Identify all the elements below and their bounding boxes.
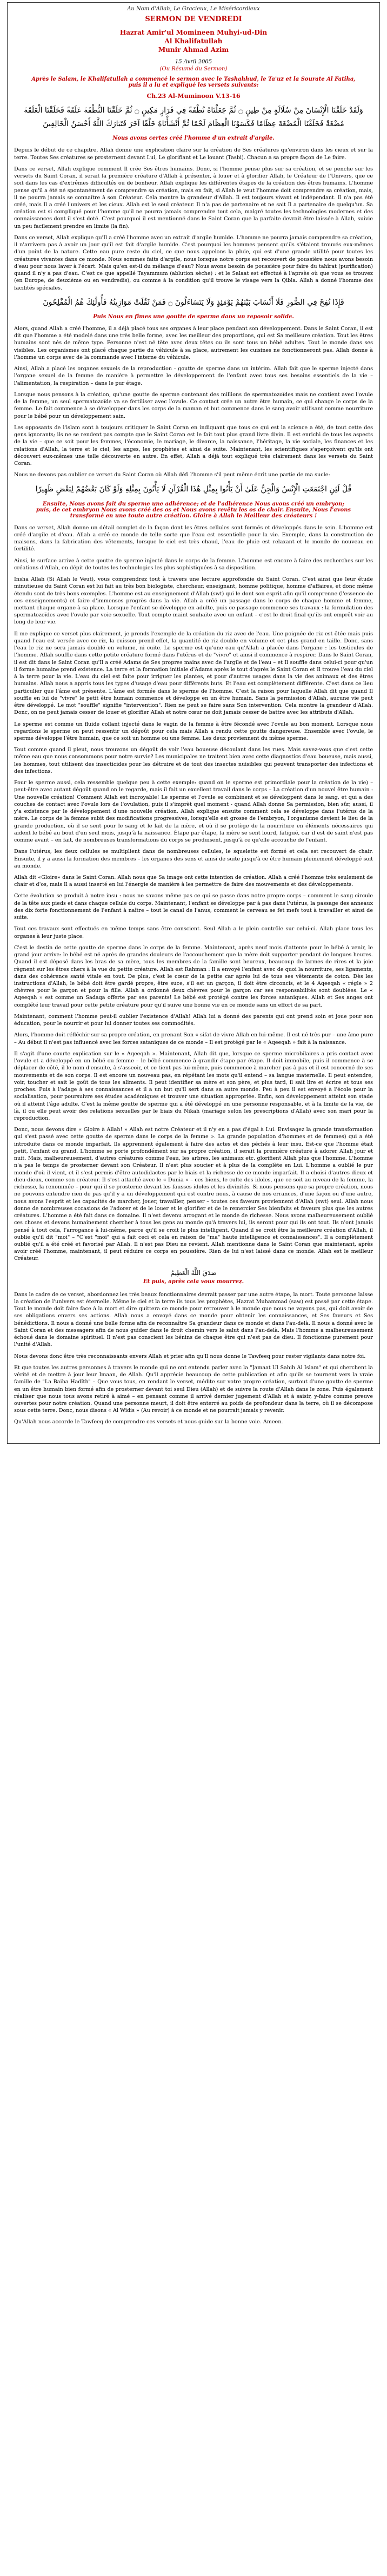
sermon-subtitle: (Ou Résumé du Sermon): [159, 66, 228, 72]
paragraph: Insha Allah (Si Allah le Veut), vous comprendrez tout à travers une lecture approfondie du Saint Coran. C'est ainsi que leur étude minutieuse du Saint Coran est lui fait au très bon biologiste, chercheur, enseignant, homme politique, homme d'affaires, et donc même étendu sont de très bons exemples. L'homme est au enseignement d'Allah (swt) qui le dont son esprit afin qu'il comprenne (l'essence de ces enseignements) et faire d'immenses progrès dans la vie. Allah a créé un passage dans le corps de chaque homme et femme, mettant chaque organe à sa place. Lorsque l'enfant se développe en adulte, puis ce passage commence ses travaux : la formulation des spermatozoïdes avec l'ovule par voie sexuelle. Tout compte maint souhaite avec un enfant – c'est le droit final qu'ils ont emprêt voir au long de leur vie.: [14, 576, 373, 626]
paragraph: C'est le destin de cette goutte de sperme dans le corps de la femme. Maintenant, après neuf mois d'attente pour le bébé à venir, le grand jour arrive: le bébé est né après de grandes douleurs de l'accouchement que la mère doit supporter pendant de longues heures. Quand il est déposé dans les bras de sa mère, tous les membres de la famille sont heureux, beaucoup de larmes de rires et la joie règnent sur les êtres chers à la vue du petite créature. Allah est Rahman : Il a envoyé l'enfant avec de quoi la nourriture, ses ligaments, dans des cohérence santé vitale en tout. De plus, c'est le cœur de la petite car après lui de tous ses vêtements de coton. Dès les instructions d'Allah, le bébé doit être gardé propre, être suce, s'il est un garçon, il doit être circoncis, et le 4 Aqeeqah « régle » 2 chèvres pour le garçon et pour la fille. Allah a ordonné deux chèvres pour le garçon car ses responsabilités sont doublées. Le « Aqeeqah » est comme un Sadaqa offerte par ses parents! Le bébé est protégé contre les forces sataniques. Allah et Ses anges ont complété leur travail pour cette petite créature pour qu'il suive une bonne vie en ce monde sans un effort de sa part.: [14, 944, 373, 1008]
speaker-line-3: Munir Ahmad Azim: [158, 46, 229, 54]
paragraph: Dans l'utérus, les deux cellules se multiplient dans de nombreuses cellules, le squelette est formé et cela est recouvert de chair. Ensuite, il y a aussi la formation des membres – les organes des sens et ainsi de suite jusqu'à ce être humain pleinement développé soit au monde.: [14, 849, 373, 869]
paragraph: Depuis le début de ce chapitre, Allah donne une explication claire sur la création de Ses créatures qu'environ dans les cieux et sur la terre. Toutes Ses créatures se prosternent devant Lui, Le glorifiant et Le louant (Tasbi). Chacun a sa propre façon de Le faire.: [14, 147, 373, 161]
sermon-title: SERMON DE VENDREDI: [145, 15, 242, 23]
bismillah-header: Au Nom d'Allah, Le Gracieux, Le Miséricordieux: [127, 6, 260, 12]
sermon-intro: Après le Salam, le Khalifatullah a commencé le sermon avec le Tashahhud, le Ta'uz et la Sourate Al Fatiha, puis il a lu et expliqué les versets suivants:: [31, 76, 356, 88]
paragraph: Pour le sperme aussi, cela ressemble quelque peu à cette exemple: quand on le sperme est primordiale pour la création de la vie) – peut-être avec autant dégoût quand on le regarde, mais il fait un excellent travail dans le corps – La création d'un nouvel être humain : Une nouvelle création! Comment Allah est incroyable! Le sperme et l'ovule se combinent et se développent dans le sang, et qui a des couches de contact avec l'ovule lors de l'ovulation, puis il s'imprèt quel moment - quand Allah donne Sa permission, bien sûr, aussi, il y'a existence par le développement d'une nouvelle création. Allah explique ensuite comment cela se développe dans l'utérus de la mère. Le corps de la femme subit des modifications progressives, lorsqu'elle est grosse de l'embryon, l'organisme devient le lieu de la grande production, où il se sent pour le sang et le lait de la mère, et où il se protège de la nourriture en éléments nécessaires qui aident le bébé au bout d'un seul mois, jusqu'à la naissance. Étape par étape, la mère se sent lourd, fatigué, car il est de saint n'est pas comme avant – en fait, de nombreuses transformations du corps se produisent, jusqu'à ce qu'elle accouche de l'enfant.: [14, 780, 373, 844]
verse-translation-2: Puis Nous en fîmes une goutte de sperme dans un reposoir solide.: [93, 314, 294, 320]
arabic-verse-2: فَإِذَا نُفِخَ فِي الصُّورِ فَلَا أَنْسَابَ بَيْنَهُمْ يَوْمَئِذٍ وَلَا يَتَسَاءَلُونَ ۝ فَمَنْ ثَقُلَتْ مَوَازِينُهُ فَأُولَٰئِكَ هُمُ الْمُفْلِحُونَ: [43, 298, 344, 307]
paragraph: Allah dit «Gloire» dans le Saint Coran. Allah nous que Sa image ont cette intention de création. Allah a créé l'homme très seulement de chair et d'os, mais Il a aussi inserté en lui l'énergie de manière à les permettre de faire des mouvements et des développements.: [14, 874, 373, 888]
paragraph: Cette évolution se produit à notre insu : nous ne savons même pas ce qui se passe dans notre propre corps – comment le sang circule de la tête aux pieds et dans chaque cellule du corps. Maintenant, l'enfant se développe par à pas dans l'utérus, la passage des anneaux des dix forte fonctionnement de l'enfant à naître – tout le canal de l'anus, comment le cerveau se fet mefs tout à travailler et ainsi de suite.: [14, 893, 373, 921]
sermon-page: [7, 2, 380, 1444]
paragraph: Dans ce verset, Allah donne un détail complet de la façon dont les êtres cellules sont formés et développés dans le sein. L'homme est créé d'argile et d'eau. Allah a créé ce monde de telle sorte que l'eau est essentielle pour la vie. Exemple, dans la construction de maisons, dans la fabrication des vêtements, lorsque le ciel est très chaud, l'eau de pluie est relaxant et le monde de nouveau en fertilité.: [14, 524, 373, 553]
speaker-line-2: Al Khalifatullah: [164, 37, 223, 45]
paragraph: Maintenant, comment l'homme peut-il oublier l'existence d'Allah! Allah lui a donné des parents qui ont prend soin et joue pour son éducation, pour le nourrir et pour lui donner toutes ses commodités.: [14, 1013, 373, 1027]
closing-translation: Et puis, après cela vous mourrez.: [143, 1278, 244, 1285]
verse-translation-1: Nous avons certes créé l'homme d'un extrait d'argile.: [112, 135, 275, 142]
paragraph: Qu'Allah nous accorde le Tawfeeq de comprendre ces versets et nous guide sur la bonne voie. Ameen.: [14, 1419, 283, 1425]
paragraph: Tout ces travaux sont effectués en même temps sans être conscient. Seul Allah a le plein contrôle sur celui-ci. Allah place tous les organes à leur juste place.: [14, 926, 373, 939]
paragraph: Dans ce verset, Allah explique qu'Il a créé l'homme avec un extrait d'argile humide. L'homme ne pourra jamais comprendre sa création, il n'arrivera pas à avoir un jour qu'il est fait d'argile humide. C'est pourquoi les hommes pensent qu'ils s'étaient trouvés eux-mêmes d'un point de la nature. Cette eau pure reste du ciel, ce que nous appelons la pluie, qui est d'une grande utilité pour toutes les créatures vivantes dans ce monde. Nous sommes faits d'argile, nous lorsque notre corps est recouvert de poussière nous avons besoin d'eau pour nous laver à l'écart. Mais qu'en est-il du mélange d'eau? Nous avons besoin de poussière pour faire du tahîrat (purification) quand il n'y a pas d'eau. C'est ce que appellé Tayammum (ablution sèche) : et le Salaat est effectué à l'aprsès où que vous se trouvez (en Europe, de deuxième ou en vendredis), ou comme à la condition qu'il trouve le visage vers la Qibla. Allah a donné l'homme des facilités spéciales.: [14, 234, 373, 291]
paragraph: Dans le cadre de ce verset, abordonnez les très beaux fonctionnaires devrait passer par une autre étape, la mort. Toute personne laisse la création de l'univers est éternelle. Même le ciel et la terre ils tous les prophètes, Hazrat Muhammad (saw) est passé par cette étape. Tout le monde doit faire face à la mort et dire quittera ce monde pour retrouver à le monde que nous ne voyons pas, qui doit avoir de ses obligations envers ses actions. Allah nous a envoyé dans ce monde pour obtenir les connaissances, et Ses faveurs et Ses bénédictions. Il nous a donné une belle forme afin de reconnaître Sa grandeur dans ce monde et dans l'au-delà. Il nous a donné avec le Saint Coran et des messagers afin de nous guider dans le droit chemin vers le salut dans l'au-delà. Mais l'homme a malheureusement échoué dans le domaine spirituel. Il n'est pas conscient les bénins de chaque être qui n'est pas de dieu. Il fonctionne purement pour l'unité d'Allah.: [14, 1291, 373, 1348]
paragraph: Alors, quand Allah a créé l'homme, il a déjà placé tous ses organes à leur place pendant son développement. Dans le Saint Coran, il est dit que l'homme a été modelé dans une très belle forme, avec les meilleur des proportions, qui est Sa meilleure création. Tout les êtres humains sont nés de même type. Personne n'est né tête avec deux têtes ou ils sont tous un bébé adultes. Tout le monde dans ses visibles. Les organismes ont placé chaque partie du véhicule à sa place, autrement les cuisines ne fonctionneront pas. Allah donne à l'homme un corps avec de la commande avec l'interne du véhicule.: [14, 326, 373, 360]
paragraph: Ainsi, Allah a placé les organes sexuels de la reproduction - goutte de sperme dans un intérim. Allah fait que le sperme injecté dans l'organe sexuel de la femme de manière à permettre le développement de l'enfant avec tous ses besoins essentiels de la vie – l'alimentation, la respiration – dans le pur étage.: [14, 366, 373, 386]
paragraph: Dans ce verset, Allah explique comment Il crée Ses êtres humains. Donc, si l'homme pense plus sur sa création, et se penche sur les versets du Saint Coran, il serait la première créature d'Allah à présenter, à louer et à glorifier Allah, le Créateur de l'Univers, que ce soit dans les cas d'extrêmes difficultés ou de bonheur. Allah explique les différentes étapes de la création des êtres humains. L'homme pense qu'il a été né spontanément de comprendre sa création, mais en fait, si Allah le veut l'homme doit comprendre sa création, mais, il ne pourra jamais se connaître à son Créateur. Cela montre la grandeur d'Allah. Il est toujours vivant et indépendant. Il n'a pas été créé, mais Il a créé l'univers et les cieux. Allah est le seul créateur. Il n'a pas de partenaire et ne sait Il a partenaire de quelqu'un. Sa création est si compliqué pour l'homme qu'il ne pourra jamais comprendre tout cela, malgré toutes les technologies modernes et des connaissances dont il s'est doté. C'est pourquoi il est mentionné dans le Saint Coran que la parfaite devrait être laissée à Allah, suivie un peu facilement prendre en limite (la fin).: [14, 166, 373, 229]
paragraph: Lorsque nous pensons à la création, qu'une goutte de sperme contenant des millions de spermatozoïdes mais ne contient avec l'ovule de la femme, un seul spermatozoïde va se fertiliser avec l'ovule. Ce contact crée un autre être humain, ce qui change le corps de la femme. Le fait commence à se développer dans les corps de la maman et but commence dans le sang avoir utilisant comme nourriture pour le bébé pour un développement sain.: [14, 391, 373, 419]
sermon-date: 15 Avril 2005: [175, 59, 212, 65]
verse-translation-3: Ensuite, Nous avons fait du sperme une adhérence; et de l'adhérence Nous avons créé un embryon; puis, de cet embryon Nous avons créé des os et Nous avons revêtu les os de chair. Ensuite, Nous l'avons transformé en une toute autre création. Gloire à Allah le Meilleur des créateurs !: [36, 501, 351, 519]
paragraph: Et que toutes les autres personnes à travers le monde qui ne ont entendu parler avec la "Jamaat Ul Sahih Al Islam" et qui cherchent la vérité et de mettre à jour leur Imaan, de Allah. Qu'il apprécie beaucoup de cette publication et afin qu'ils se tournent vers la vraie famille de "La Baiha Hadîth" – Que vous tous, en rendant le verset, médite sur votre propre création, surtout d'une goutte de sperme en un être humain bien formé afin de prosterner devant toi seul Dieu (Allah) et de suivre la route d'Allah dans le zone. Puis également réaliser que nous tous avons retiré à aimé – en pensant comme il arrivé dernier jugement d'Allah et à saisir, y-faire comme preuve ouvertes pour notre création. Quand une personne meurt, il doit être enterré au poids de profondeur dans la terre, où il se décompose sous cette terre. Donc, nous disons « Al Widis » (Au revoir) à ce monde et ne pourrait jamais y revenir.: [14, 1364, 373, 1414]
verse-reference: Ch.23 Al-Muminoon V.13-16: [146, 93, 241, 100]
arabic-verse-3: قُلْ لَئِنِ اجْتَمَعَتِ الْإِنْسُ وَالْجِنُّ عَلَىٰ أَنْ يَأْتُوا بِمِثْلِ هَٰذَا الْقُرْآنِ لَا يَأْتُونَ بِمِثْلِهِ وَلَوْ كَانَ بَعْضُهُمْ لِبَعْضٍ ظَهِيرًا: [35, 485, 352, 494]
paragraph: Ainsi, le surface arrive à cette goutte de sperme injecté dans le corps de la femme. L'homme est encore à faire des recherches sur les créations d'Allah, en dépit de toutes les technologies les plus sophistiquées à sa disposition.: [14, 557, 373, 571]
paragraph: Tout comme quand il pleut, nous trouvons un dégoût de voir l'eau boueuse découlant dans les rues. Mais savez-vous que c'est cette même eau que nous consommons pour notre survie? Les municipales ne traitent bien avec cette diagnostics d'eau boueuse, mais aussi, les hommes, tout utilisent des insecticides pour les détruire et de tout des insectes nuisibles qui peuvent transporter des infections et des infections.: [14, 747, 373, 774]
paragraph: Il me explique ce verset plus clairement, je prends l'exemple de la création du riz avec de l'eau. Une poignée de riz est ôtée mais puis quand l'eau est versée avec ce riz, la cuisson prend effet, la quantité de riz double en volume et cet plus grand en taille. Donc, sans l'eau le riz ne sera jamais doublé en volume, ni cuite. Le sperme est qu'une eau qu'Allah a placée dans l'organe : les testicules de l'homme. Allah souffle dans cette petite créature formé dans l'utérus et de "vivre" et ainsi il commence à respirer. Dans le Saint Coran, il est dit dans le Saint Coran qu'Il a créé Adams de Ses propres mains avec de l'argile et de l'eau – et Il souffle dans celui-ci pour qu'un il forme humaine prend existence. La terre et la formation initiale d'Adams après le tout d'après le Saint Coran et Il trouve l'eau du ciel à la terre pour la vie. L'eau du ciel est faite pour irriguer les plantes, et pour d'autres usages dans la vie des animaux et des êtres humains. Allah nous a appris tous les types d'usage d'eau pour différents buts. Et l'eau est complètement différente. C'est dans ce lieu particulier que l'âme est présente. L'âme est formée dans le sperme de l'homme. C'est la raison pour laquelle Allah dit que quand Il souffle en lui de "vivre" le petit être humain commence et développe en un être humain. Sans la permission d'Allah, aucune vie peut être développé. Le mot "souffle" signifie "intervention". Rien ne peut se faire sans Son intervention. Cela montre la grandeur d'Allah. Donc, on ne peut jamais cesser de louer et glorifier Allah et notre cœur ne doit jamais cesser de battre avec les attributs d'Allah.: [14, 630, 373, 716]
arabic-closing: صَدَقَ اللَّهُ الْعَظِيمُ: [170, 1269, 217, 1277]
paragraph: Il s'agit d'une courte explication sur le « Aqeeqah ». Maintenant, Allah dit que, lorsque ce sperme microbilaires a pris contact avec l'ovule et a développé en un bébé ou femme – le bébé commence à grandir étape par étape. Il doit immobile, puis il commence à se déplacer de côté, il le nom d'ensuite, à s'asseoir, et ce tient pas lui-même, puis commence à marcher pas à pas et il est concerné de ses mouvements et de son corps. Il est encore un nouveau pas, en répétant les mots qu'il entend – sa langue maternelle. Il peut entendre, voir, toucher et sait le goût de tous les aliments. Il peut identifier sa mère et son père, et plus tard, il sait lire et écrire et tous ses proches. Puis à l'adage à ses connaissances et il a un but qu'il sert dans sa autre monde. Peu à peu il est envoyé à l'école pour la socialisation, pour poursuivre ses études académiques et trouver une situation appropriée. Enfin, son développement atteint son stade où il atteint l'âge adulte. C'est la même goutte de sperme qui a été développé en une personne responsable, et à la limite de la vie, de là, il ou elle peut avoir des relations sexuelles par le biais du Nikah (mariage selon les prescriptions d'Allah) avec son mari pour la reproduction.: [14, 1050, 373, 1121]
paragraph: Le sperme est comme un fluide collant injecté dans le vagin de la femme à être fécondé avec l'ovule au bon moment. Lorsque nous regardons le sperme on peut ressentir un dégoût pour cela mais Allah a rendu cette goutte dangereuse. Ensemble avec l'ovule, le sperme développe l'être humain, que ce soit un homme ou une femme. Les deux proviennent du même sperme.: [14, 721, 373, 741]
paragraph: Alors, l'homme doit réfléchir sur sa propre création, en prenant Son « sifat de vivre Allah en lui-même. Il est né très pur – une âme pure – Au début il n'est pas influencé avec les forces sataniques de ce monde – Il est protégé par le « Aqeeqah » fait à la naissance.: [14, 1032, 373, 1046]
arabic-verse-1: وَلَقَدْ خَلَقْنَا الْإِنْسَانَ مِنْ سُلَالَةٍ مِنْ طِينٍ ۝ ثُمَّ جَعَلْنَاهُ نُطْفَةً فِي قَرَارٍ مَكِينٍ ۝ ثُمَّ خَلَقْنَا النُّطْفَةَ عَلَقَةً فَخَلَقْنَا الْعَلَقَةَ مُضْغَةً فَخَلَقْنَا الْمُضْغَةَ عِظَامًا فَكَسَوْنَا الْعِظَامَ لَحْمًا ثُمَّ أَنْشَأْنَاهُ خَلْقًا آخَرَ فَتَبَارَكَ اللَّهُ أَحْسَنُ الْخَالِقِينَ: [24, 106, 363, 129]
paragraph: Les opposants de l'islam sont à toujours critiquer le Saint Coran en indiquant que tous ce qui est la science a été, de tout cette des gens ignorants; ils ne se rendent pas compte que le Saint Coran est le fait tout plus grand livre divin. Il est enrichi de tous les aspects de la vie – que ce soit pour les femmes, l'économie, le mariage, le divorce, la naissance, l'héritage, la vie sociale, les finances et les relations d'Allah, la terre et le ciel, les anges, les prophètes et ainsi de suite. Maintenant, les scientifiques s'aperçoivent qu'ils ont découvert eux-mêmes une telle découverte en autre. En effet, Allah a déjà tout expliqué très clairement dans les versets du Saint Coran.: [14, 424, 373, 466]
speaker-line-1: Hazrat Amir'ul Momineen Muhyi-ud-Din: [119, 29, 268, 36]
paragraph: Donc, nous devons dire « Gloire à Allah! » Allah est notre Créateur et il n'y en a pas d'égal à Lui. Envisagez la grande transformation qui s'est passé avec cette goutte de sperme dans le corps de la femme ». La grande population d'hommes et de femmes) qui a été introduite dans ce monde imparfait. Ils apprennent également à faire des actes et des péchés à leur insu. Est-ce que l'homme était petit, l'enfant ou grand. L'homme se porte profondément sur sa propre création, il serait la première créature à adorer Allah jour et nuit. Mais, malheureusement, d'autres créatures comme l'eau, les arbres, les animaux etc. glorifient Allah plus que l'homme. L'homme n'a pas le temps de prosterner devant son Créateur. Il n'est plus soucier et à plus de la complète en Lui. L'homme a oublié le pur monde d'où il vient, et il s'est permis d'être autodidactes par le biais et la richesse de ce monde imparfait. Il a choisi d'autres dieux et dieu-dieux, comme son créateur. Il s'est attaché avec le « Dunia » – ces biens, le culte des idoles, que ce soit au niveau de la femme, la richesse, la renommée – pour qui il se prosterne devant les fausses idoles et les divinités. Si nous pensons que sa propre création, nous ne pouvons entendre rien de pas qu'il y a un développement qui est contre nous, à cause de nos errances, d'une façon ou d'une autre, nous avons l'esprit et les capacités de marcher, jouer, travailler, penser – toutes ces faveurs proviennent d'Allah (swt) seul. Allah nous donne de nombreuses occasions de l'adorer et de le louer et le glorifier et de le remercier Ses bienfaits et faveurs plus que les autres créatures. L'homme a été fait dans ce domaine. Il n'est devenu arrogant et le monde de richesse. Nous avons malheureusement oublié ces choses et devons humainement chercher à tous les gens au monde qu'à travers lui, ils seront pour qui ils ont tout. Ils n'ont jamais pensé à tout cela, l'arrogance à lui-même, parce qu'il se croit le plus intelligent. Quand il se croit être la meilleure création d'Allah, il oublie qu'il dit "moi" – "C'est "moi" qui a fait ceci et cela en raison de "ma" haute intelligence et connaissances". Il a complètement oublié qu'il a été créé et favorisé par Allah. Il n'est pas Dieu ne revient. Allah mentionne dans le Saint Coran que maintenant, après avoir créé l'homme, maintenant, il peut réduire ce corps en poussière. Rien de lui n'est laissé dans ce monde. Allah est le meilleur Créateur.: [14, 1127, 373, 1262]
paragraph: Nous ne devons pas oublier ce verset du Saint Coran où Allah défi l'homme s'il peut même écrit une partie de ma sucle:: [14, 472, 330, 478]
paragraph: Nous devons donc être très reconnaissants envers Allah et prier afin qu'Il nous donne le Tawfeeq pour rester vigilants dans notre foi.: [14, 1353, 366, 1359]
